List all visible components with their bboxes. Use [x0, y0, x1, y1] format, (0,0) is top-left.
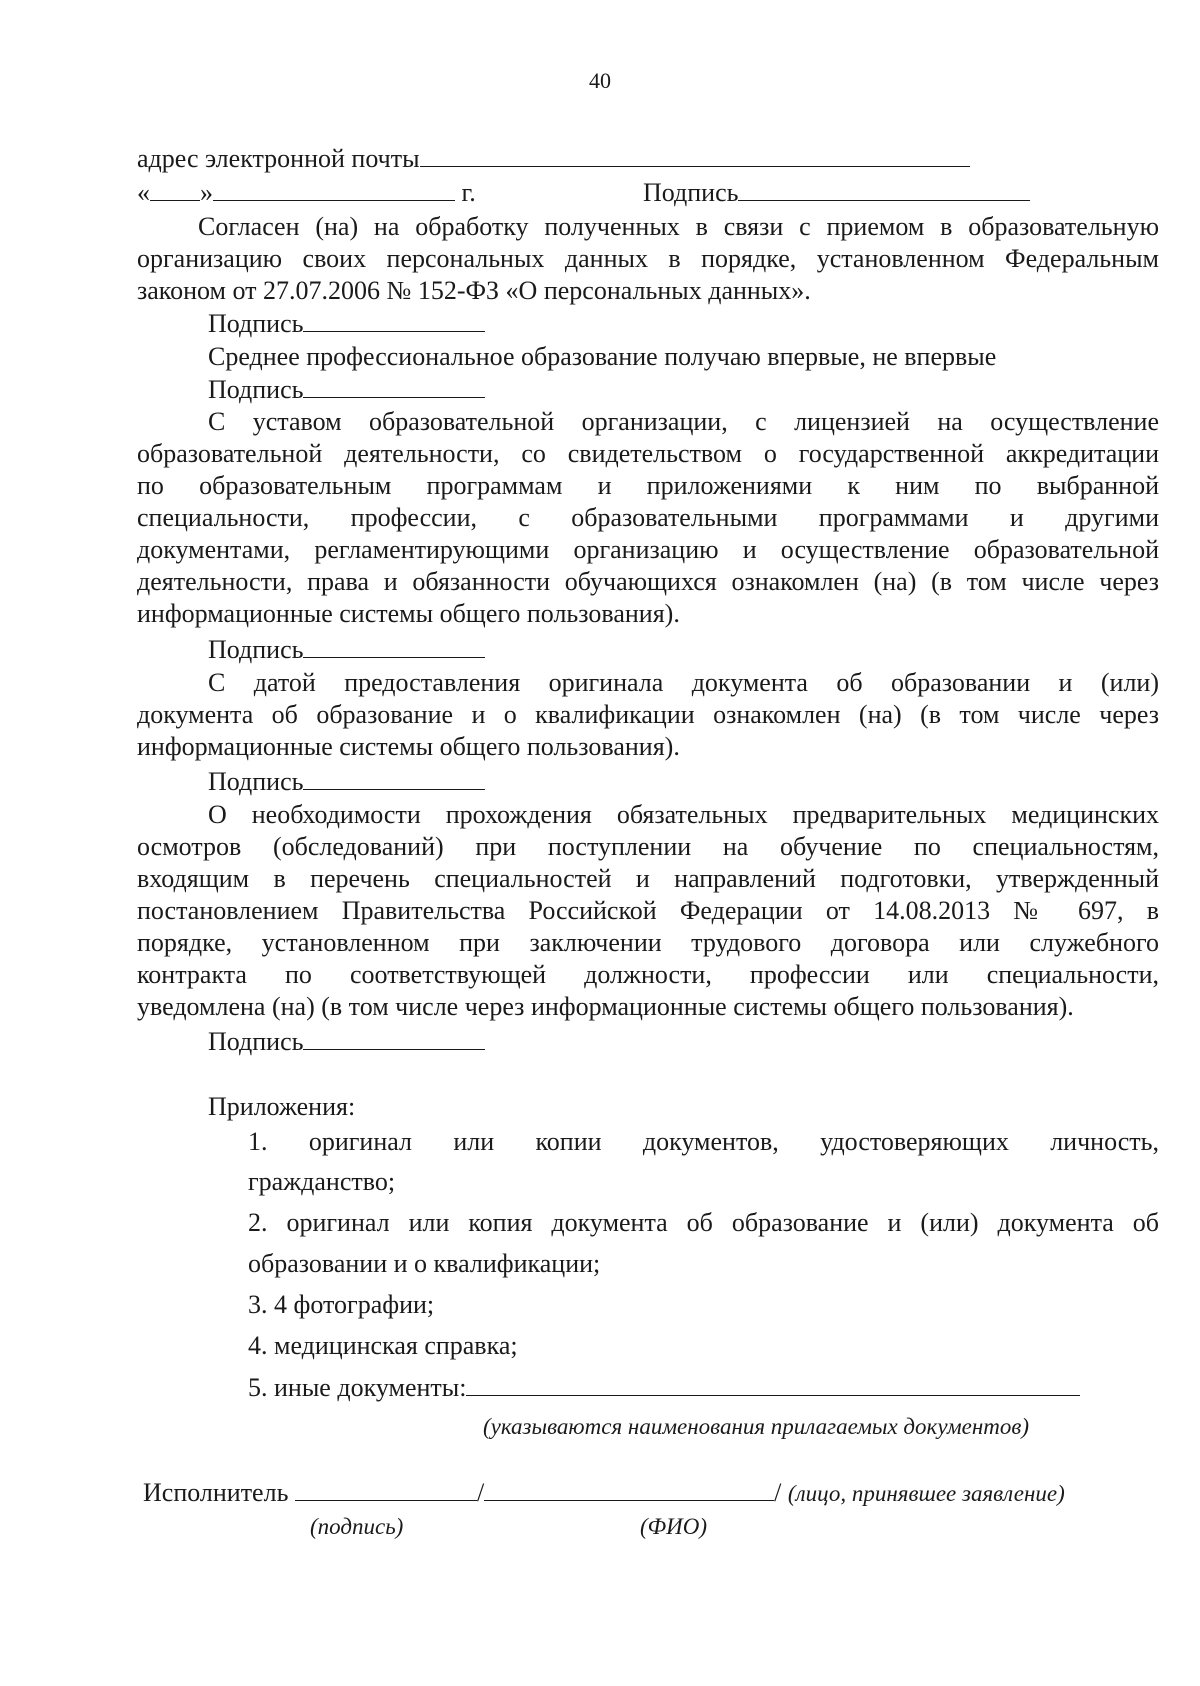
signature-label: Подпись [208, 767, 304, 796]
executor-role-note: (лицо, принявшее заявление) [787, 1481, 1065, 1506]
executor-label: Исполнитель [143, 1478, 289, 1507]
signature-blank[interactable] [738, 176, 1030, 201]
date-close-quote: » [200, 178, 213, 207]
attachment-item-5-label: 5. иные документы: [248, 1373, 467, 1402]
signature-blank[interactable] [303, 633, 485, 658]
executor-signature-blank[interactable] [295, 1476, 477, 1501]
medical-line-7: уведомлена (на) (в том числе через информационные системы общего пользования). [137, 992, 1074, 1021]
email-blank[interactable] [420, 142, 970, 167]
consent-signature [208, 307, 485, 340]
signature-label: Подпись [208, 375, 304, 404]
email-line [137, 142, 970, 175]
spo-statement: Среднее профессиональное образование получаю впервые, не впервые [208, 342, 997, 371]
charter-line-5: документами, регламентирующими организацию и осуществление образовательной [137, 535, 1159, 564]
consent-line-3: законом от 27.07.2006 № 152-ФЗ «О персональных данных». [137, 276, 811, 305]
signature-label: Подпись [208, 1027, 304, 1056]
day-blank[interactable] [150, 176, 200, 201]
original-date-line-1: С датой предоставления оригинала документа об образовании и (или) [208, 668, 1159, 697]
attachment-item-5-note: (указываются наименования прилагаемых документов) [483, 1414, 1030, 1439]
medical-line-3: входящим в перечень специальностей и направлений подготовки, утвержденный [137, 864, 1159, 893]
signature-blank[interactable] [303, 765, 485, 790]
signature-label: Подпись [643, 178, 739, 207]
signature-label: Подпись [208, 309, 304, 338]
date-line [137, 176, 476, 209]
medical-line-1: О необходимости прохождения обязательных предварительных медицинских [208, 800, 1159, 829]
attachment-item-2-cont: образовании и о квалификации; [248, 1249, 601, 1278]
original-date-line-2: документа об образование и о квалификации ознакомлен (на) (в том числе через [137, 700, 1159, 729]
signature-blank[interactable] [303, 307, 485, 332]
executor-caption-signature: (подпись) [310, 1514, 404, 1539]
charter-line-7: информационные системы общего пользования). [137, 599, 680, 628]
medical-line-6: контракта по соответствующей должности, профессии или специальности, [137, 960, 1159, 989]
consent-line-1: Согласен (на) на обработку полученных в связи с приемом в образовательную [198, 212, 1159, 241]
executor-caption-name: (ФИО) [640, 1514, 708, 1539]
attachment-item-3: 3. 4 фотографии; [248, 1290, 435, 1319]
attachment-item-1: 1. оригинал или копии документов, удостоверяющих личность, [248, 1127, 1159, 1156]
medical-line-5: порядке, установленном при заключении трудового договора или служебного [137, 928, 1159, 957]
medical-line-4: постановлением Правительства Российской Федерации от 14.08.2013 № 697, в [137, 896, 1159, 925]
spo-signature [208, 373, 485, 406]
original-date-signature [208, 765, 485, 798]
original-date-line-3: информационные системы общего пользования). [137, 732, 680, 761]
month-blank[interactable] [213, 176, 455, 201]
attachments-heading: Приложения: [208, 1092, 356, 1121]
executor-slash-2: / [774, 1478, 782, 1507]
signature-label: Подпись [208, 635, 304, 664]
medical-signature [208, 1025, 485, 1058]
medical-line-2: осмотров (обследований) при поступлении на обучение по специальностям, [137, 832, 1159, 861]
signature-blank[interactable] [303, 1025, 485, 1050]
consent-line-2: организацию своих персональных данных в порядке, установленном Федеральным [137, 244, 1159, 273]
executor-line [143, 1476, 1065, 1510]
year-suffix: г. [461, 178, 476, 207]
executor-slash-1: / [476, 1478, 485, 1507]
charter-line-6: деятельности, права и обязанности обучающихся ознакомлен (на) (в том числе через [137, 567, 1159, 596]
email-label: адрес электронной почты [137, 144, 420, 173]
charter-line-1: С уставом образовательной организации, с лицензией на осуществление [208, 407, 1159, 436]
charter-signature [208, 633, 485, 666]
attachment-item-5 [248, 1371, 1080, 1404]
attachment-item-2: 2. оригинал или копия документа об образование и (или) документа об [248, 1208, 1159, 1237]
charter-line-3: по образовательным программам и приложениями к ним по выбранной [137, 471, 1159, 500]
attachment-item-4: 4. медицинская справка; [248, 1331, 518, 1360]
other-documents-blank[interactable] [466, 1371, 1080, 1396]
date-signature [643, 176, 1030, 209]
page-number: 40 [589, 68, 611, 93]
signature-blank[interactable] [303, 373, 485, 398]
date-open-quote: « [137, 178, 150, 207]
charter-line-2: образовательной деятельности, со свидетельством о государственной аккредитации [137, 439, 1159, 468]
charter-line-4: специальности, профессии, с образовательными программами и другими [137, 503, 1159, 532]
executor-name-blank[interactable] [484, 1476, 774, 1501]
attachment-item-1-cont: гражданство; [248, 1167, 396, 1196]
